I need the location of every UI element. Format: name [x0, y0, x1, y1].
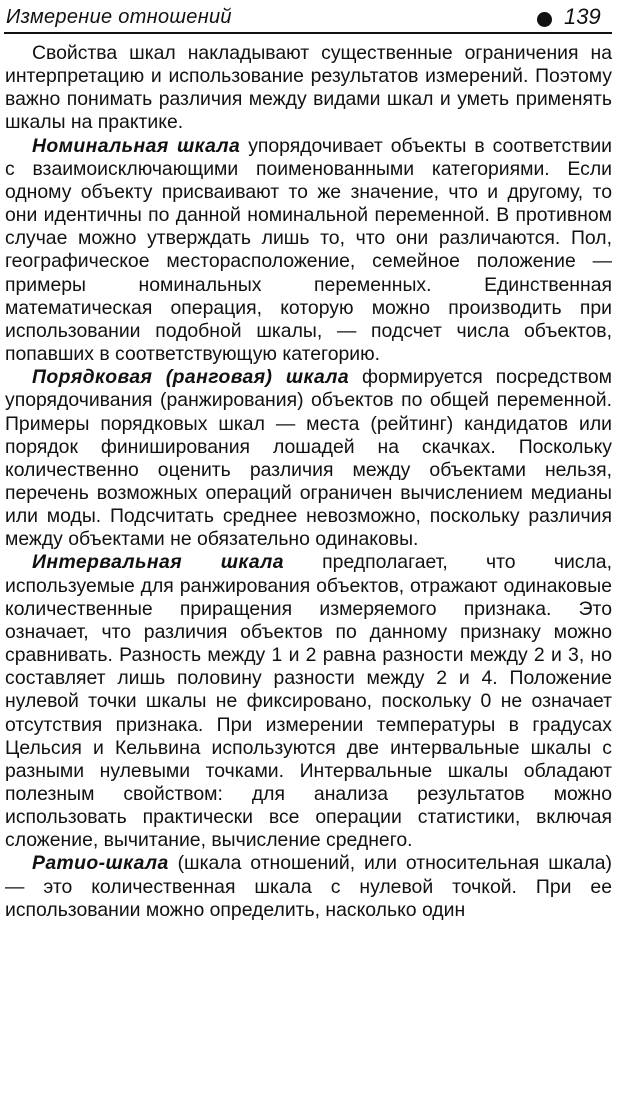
paragraph-text: формируется посредством упорядочивания (ранжирования) объектов по общей переменной. Примеры порядковых шкал — места (рейтинг) кандидатов или порядок финиширования лошадей на скачках. Поскольку количественно оценить различия между объектами нельзя, перечень возможных операций ограничен вычислением медианы или моды. Подсчитать среднее невозможно, поскольку различия между объектами не обязательно одинаковы.	[5, 366, 612, 551]
page-header	[4, 4, 612, 34]
paragraph-text: упорядочивает объекты в соответствии с взаимоисключающими поименованными категориями. Если одному объекту присваивают то же значение, что и другому, то они идентичны по данной номинальной переменной. В противном случае можно утверждать лишь то, что они различаются. Пол, географическое месторасположение, семейное положение — примеры номинальных переменных. Единственная математическая операция, которую можно производить при использовании подобной шкалы, — подсчет числа объектов, попавших в соответствующую категорию.	[5, 134, 612, 366]
page-number: 139	[564, 4, 601, 29]
term-interval-scale: Интервальная шкала	[32, 551, 284, 574]
term-ordinal-scale: Порядковая (ранговая) шкала	[32, 366, 350, 389]
term-nominal-scale: Номинальная шкала	[32, 134, 241, 157]
paragraph-ratio-scale	[5, 852, 612, 921]
body-text	[5, 42, 612, 922]
paragraph-text: Свойства шкал накладывают существенные ограничения на интерпретацию и использование результатов измерений. Поэтому важно понимать различия между видами шкал и уметь применять шкалы на практике.	[5, 42, 612, 134]
paragraph-interval-scale	[5, 551, 612, 852]
running-title: Измерение отношений	[6, 6, 232, 28]
paragraph-intro	[5, 42, 612, 135]
paragraph-nominal-scale	[5, 135, 612, 367]
term-ratio-scale: Ратио-шкала	[32, 852, 169, 875]
paragraph-text: (шкала отношений, или относительная шкала) — это количественная шкала с нулевой точкой. При ее использовании можно определить, насколько один	[5, 852, 612, 921]
bullet-icon	[537, 12, 552, 27]
paragraph-ordinal-scale	[5, 366, 612, 551]
paragraph-text: предполагает, что числа, используемые для ранжирования объектов, отражают одинаковые количественные приращения измеряемого признака. Это означает, что различия объектов по данному признаку можно сравнивать. Разность между 1 и 2 равна разности между 2 и 3, но составляет лишь половину разности между 2 и 4. Положение нулевой точки шкалы не фиксировано, поскольку 0 не означает отсутствия признака. При измерении температуры в градусах Цельсия и Кельвина используются две интервальные шкалы с разными нулевыми точками. Интервальные шкалы обладают полезным свойством: для анализа результатов можно использовать практически все операции статистики, включая сложение, вычитание, вычисление среднего.	[5, 551, 612, 852]
